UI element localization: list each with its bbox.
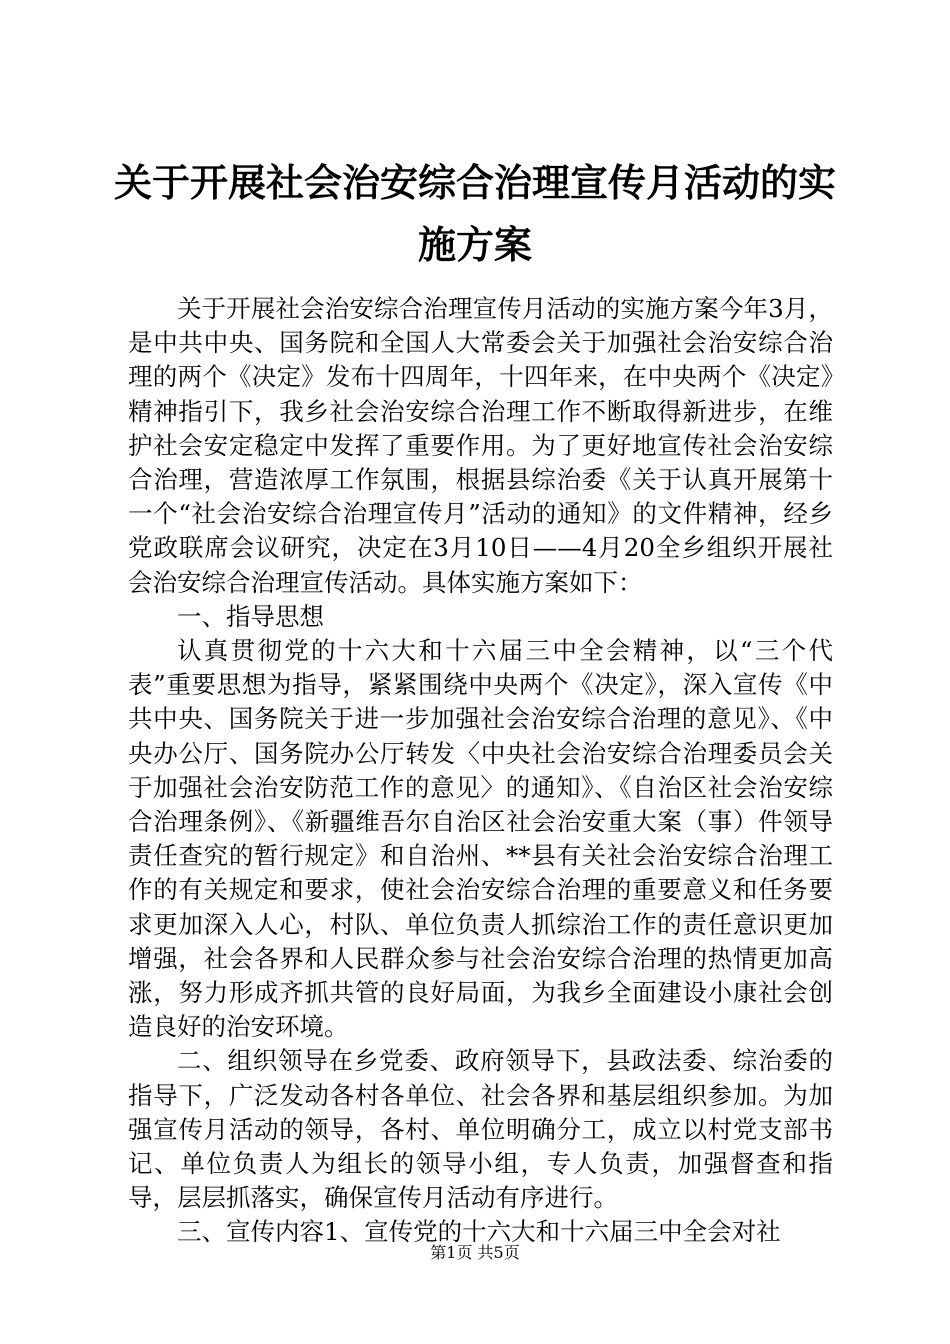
paragraph-guiding-thought: 认真贯彻党的十六大和十六届三中全会精神，以“三个代表”重要思想为指导，紧紧围绕中央两个《决定》，深入宣传《中共中央、国务院关于进一步加强社会治安综合治理的意见》、《中央办公厅、国务院办公厅转发〈中央社会治安综合治理委员会关于加强社会治安防范工作的意见〉的通知》、《自治区社会治安综合治理条例》、《新疆维吾尔自治区社会治安重大案（事）件领导责任查究的暂行规定》和自治州、**县有关社会治安综合治理工作的有关规定和要求，使社会治安综合治理的重要意义和任务要求更加深入人心，村队、单位负责人抓综治工作的责任意识更加增强，社会各界和人民群众参与社会治安综合治理的热情更加高涨，努力形成齐抓共管的良好局面，为我乡全面建设小康社会创造良好的治安环境。 xyxy=(128,636,833,1042)
page-number-footer: 第1页 共5页 xyxy=(430,1243,520,1262)
heading-guiding-thought: 一、指导思想 xyxy=(177,601,324,631)
paragraph-organization: 二、组织领导在乡党委、政府领导下，县政法委、综治委的指导下，广泛发动各村各单位、社会各界和基层组织参加。为加强宣传月活动的领导，各村、单位明确分工，成立以村党支部书记、单位负责人为组长的领导小组，专人负责，加强督查和指导，层层抓落实，确保宣传月活动有序进行。 xyxy=(128,1046,833,1213)
paragraph-intro: 关于开展社会治安综合治理宣传月活动的实施方案今年3月，是中共中央、国务院和全国人大常委会关于加强社会治安综合治理的两个《决定》发布十四周年，十四年来，在中央两个《决定》精神指引下，我乡社会治安综合治理工作不断取得新进步，在维护社会安定稳定中发挥了重要作用。为了更好地宣传社会治安综合治理，营造浓厚工作氛围，根据县综治委《关于认真开展第十一个“社会治安综合治理宣传月”活动的通知》的文件精神，经乡党政联席会议研究，决定在3月10日——4月20全乡组织开展社会治安综合治理宣传活动。具体实施方案如下： xyxy=(128,294,833,597)
document-title: 关于开展社会治安综合治理宣传月活动的实施方案 xyxy=(113,160,836,267)
document-body xyxy=(128,292,833,1250)
paragraph-content-start: 三、宣传内容1、宣传党的十六大和十六届三中全会对社 xyxy=(177,1217,781,1247)
